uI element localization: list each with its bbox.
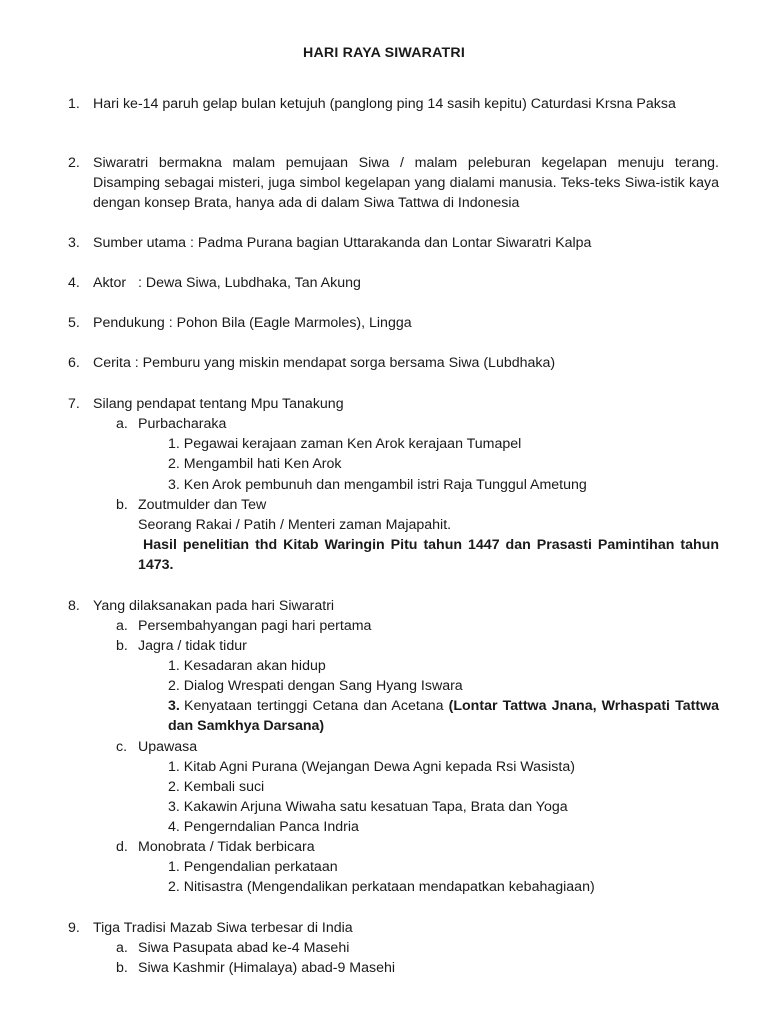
nested-item-7a-2: 2. Mengambil hati Ken Arok [168, 456, 342, 472]
list-item-3 [68, 233, 719, 253]
item-number: 4. [68, 275, 80, 291]
sublist-item-8a [116, 616, 719, 636]
sub-text: Zoutmulder dan Tew [138, 497, 267, 513]
item-7b-research-note: Hasil penelitian thd Kitab Waringin Pitu tahun 1447 dan Prasasti Pamintihan tahun 1473. [138, 537, 719, 573]
nested-item-8c-3: 3. Kakawin Arjuna Wiwaha satu kesatuan Tapa, Brata dan Yoga [168, 799, 568, 815]
sub-letter: d. [116, 839, 128, 855]
sub-text: Upawasa [138, 739, 198, 755]
item-text: Siwaratri bermakna malam pemujaan Siwa / malam peleburan kegelapan menuju terang. Disamping sebagai misteri, juga simbol kegelapan yang dialami manusia. Teks-teks Siwa-istik kaya dengan konsep Brata, hanya ada di dalam Siwa Tattwa di Indonesia [93, 155, 719, 211]
nested-item-8c-2: 2. Kembali suci [168, 779, 265, 795]
item-number: 1. [68, 96, 80, 112]
item-text: Hari ke-14 paruh gelap bulan ketujuh (panglong ping 14 sasih kepitu) Caturdasi Krsna Paksa [93, 96, 676, 112]
item-text: Cerita : Pemburu yang miskin mendapat sorga bersama Siwa (Lubdhaka) [93, 355, 556, 371]
item-number: 9. [68, 920, 80, 936]
item-number: 6. [68, 355, 80, 371]
sublist-item-7a [116, 414, 719, 434]
sublist-item-8c [116, 737, 719, 757]
item-text: Silang pendapat tentang Mpu Tanakung [93, 396, 344, 412]
nested-item-8c-4: 4. Pengerndalian Panca Indria [168, 819, 359, 835]
nested-plain-text: Kenyataan tertinggi Cetana dan Acetana [184, 698, 444, 714]
nested-item-7a-1: 1. Pegawai kerajaan zaman Ken Arok kerajaan Tumapel [168, 436, 522, 452]
item-text: Sumber utama : Padma Purana bagian Uttarakanda dan Lontar Siwaratri Kalpa [93, 235, 592, 251]
sub-letter: a. [116, 940, 128, 956]
nested-item-8c-1: 1. Kitab Agni Purana (Wejangan Dewa Agni kepada Rsi Wasista) [168, 759, 575, 775]
item-text: Pendukung : Pohon Bila (Eagle Marmoles), Lingga [93, 315, 412, 331]
nested-item-7a-3: 3. Ken Arok pembunuh dan mengambil istri Raja Tunggul Ametung [168, 477, 587, 493]
list-item-9 [68, 918, 719, 938]
document-title: HARI RAYA SIWARATRI [303, 45, 465, 61]
sublist-item-9b [116, 958, 719, 978]
sub-letter: a. [116, 416, 128, 432]
item-7b-description: Seorang Rakai / Patih / Menteri zaman Majapahit. [138, 517, 452, 533]
item-text: Yang dilaksanakan pada hari Siwaratri [93, 598, 335, 614]
sub-text: Persembahyangan pagi hari pertama [138, 618, 372, 634]
sub-text: Siwa Pasupata abad ke-4 Masehi [138, 940, 350, 956]
list-item-6 [68, 353, 719, 373]
sub-text: Jagra / tidak tidur [138, 638, 247, 654]
item-number: 7. [68, 396, 80, 412]
nested-text [168, 696, 719, 736]
sub-letter: b. [116, 638, 128, 654]
list-item-1 [68, 94, 719, 114]
nested-number: 3. [168, 698, 180, 714]
list-item-8 [68, 596, 719, 616]
item-text: Tiga Tradisi Mazab Siwa terbesar di India [93, 920, 353, 936]
item-number: 8. [68, 598, 80, 614]
list-item-7 [68, 394, 719, 414]
sub-letter: a. [116, 618, 128, 634]
sub-letter: b. [116, 497, 128, 513]
item-text: Aktor : Dewa Siwa, Lubdhaka, Tan Akung [93, 275, 361, 291]
sub-letter: b. [116, 960, 128, 976]
list-item-4 [68, 273, 719, 293]
sub-letter: c. [116, 739, 128, 755]
sub-text: Siwa Kashmir (Himalaya) abad-9 Masehi [138, 960, 396, 976]
nested-item-8d-1: 1. Pengendalian perkataan [168, 859, 338, 875]
item-number: 5. [68, 315, 80, 331]
sub-text: Monobrata / Tidak berbicara [138, 839, 315, 855]
sublist-item-8b [116, 636, 719, 656]
list-item-5 [68, 313, 719, 333]
nested-bold-reference: (Lontar Tattwa Jnana, Wrhaspati Tattwa dan Samkhya Darsana) [168, 698, 719, 734]
sublist-item-9a [116, 938, 719, 958]
nested-item-8b-2: 2. Dialog Wrespati dengan Sang Hyang Iswara [168, 678, 463, 694]
item-number: 2. [68, 155, 80, 171]
sublist-item-8d [116, 837, 719, 857]
sub-text: Purbacharaka [138, 416, 227, 432]
nested-item-8d-2: 2. Nitisastra (Mengendalikan perkataan mendapatkan kebahagiaan) [168, 879, 595, 895]
nested-item-8b-1: 1. Kesadaran akan hidup [168, 658, 326, 674]
sublist-item-7b [116, 495, 719, 515]
list-item-2 [68, 153, 719, 213]
nested-item-8b-3 [168, 696, 719, 736]
item-number: 3. [68, 235, 80, 251]
